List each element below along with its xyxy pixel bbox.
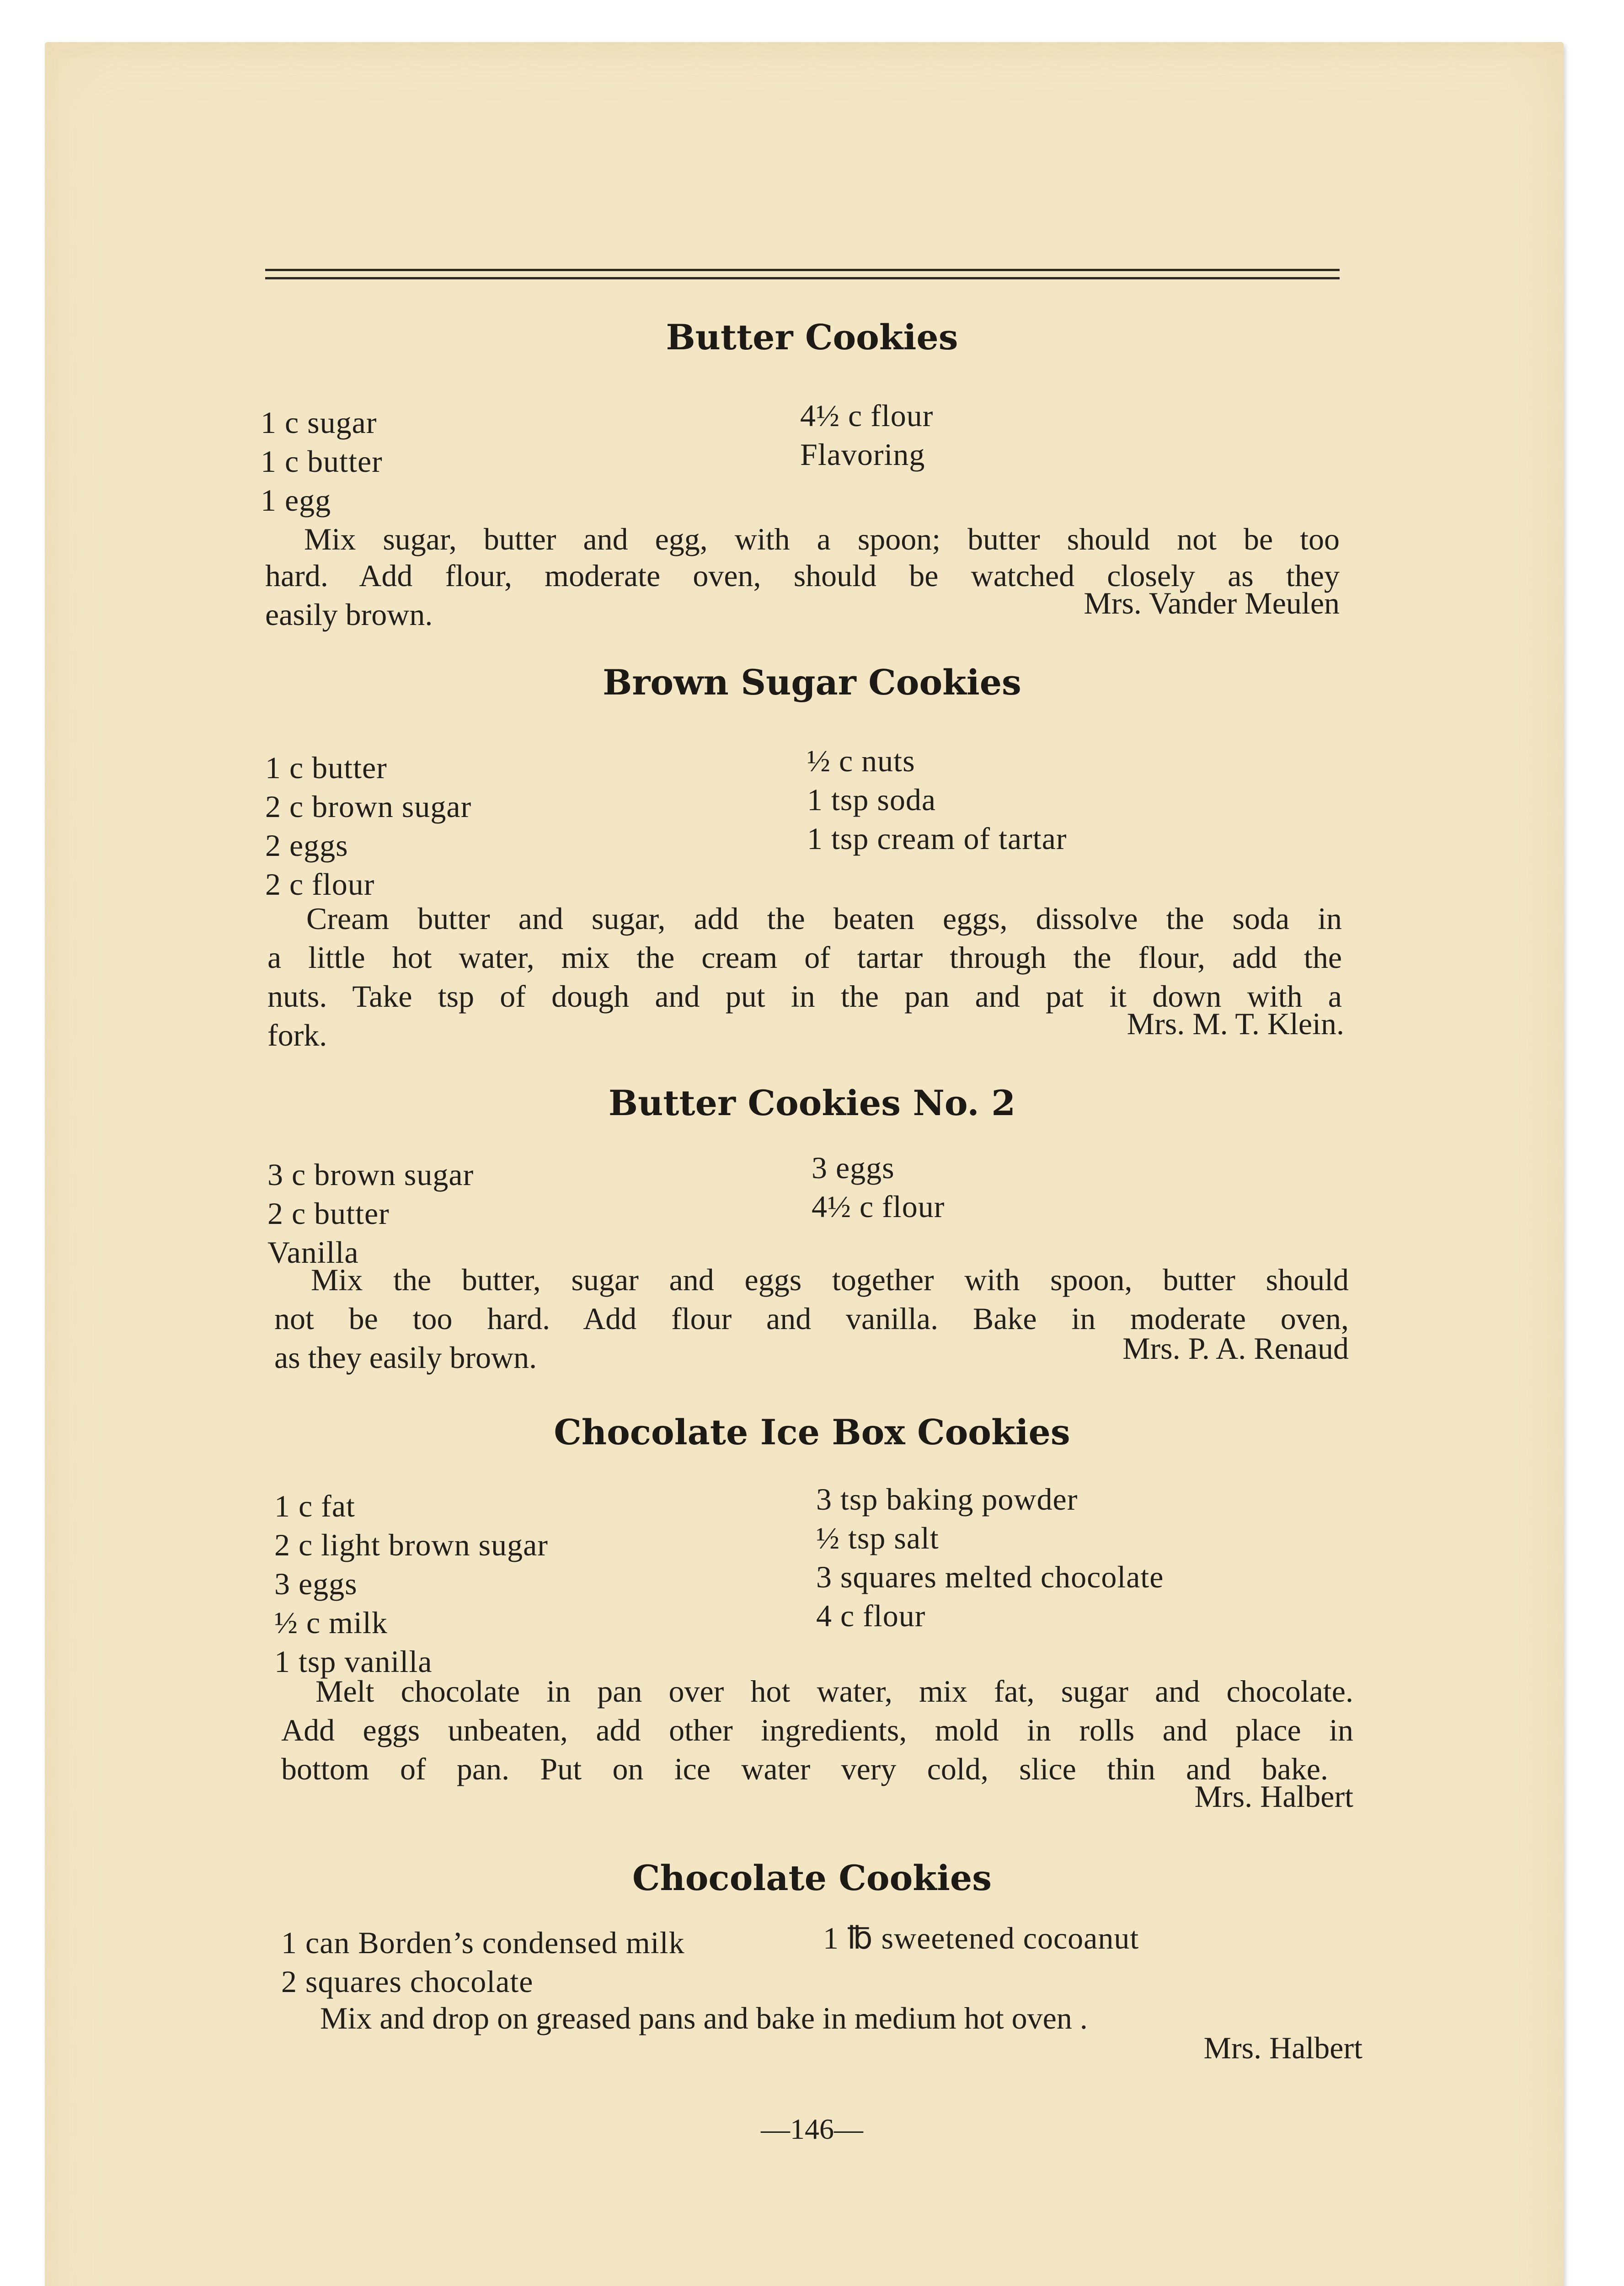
directions-line: easily brown.: [265, 597, 433, 632]
directions-line: nuts. Take tsp of dough and put in the pan and pat it down with a: [267, 979, 1342, 1014]
page-number: —146—: [761, 2113, 863, 2145]
directions-line: as they easily brown.: [274, 1340, 537, 1375]
recipe-title: Butter Cookies: [666, 317, 958, 358]
ingredient: 2 c butter: [267, 1196, 390, 1231]
ingredient: 1 c fat: [274, 1489, 355, 1523]
ingredient: 2 c flour: [265, 867, 375, 902]
directions-line: fork.: [267, 1018, 327, 1052]
ingredient: 2 c light brown sugar: [274, 1528, 548, 1562]
ingredient: 4½ c flour: [812, 1189, 945, 1224]
ingredient: ½ tsp salt: [816, 1521, 939, 1555]
directions-line: Melt chocolate in pan over hot water, mix fat, sugar and chocolate.: [315, 1674, 1353, 1709]
ingredient: 3 c brown sugar: [267, 1157, 474, 1192]
directions-line: Mix sugar, butter and egg, with a spoon; butter should not be too: [304, 522, 1340, 556]
directions-line: Cream butter and sugar, add the beaten eggs, dissolve the soda in: [306, 901, 1342, 936]
ingredient: 1 can Borden’s condensed milk: [281, 1925, 685, 1960]
ingredient: 4½ c flour: [800, 398, 934, 433]
ingredient: 1 tsp vanilla: [274, 1644, 433, 1679]
directions-line: Mix the butter, sugar and eggs together with spoon, butter should: [311, 1262, 1349, 1297]
ingredient: 1 c butter: [261, 444, 383, 479]
directions-line: Mix and drop on greased pans and bake in medium hot oven .: [320, 2001, 1088, 2035]
ingredient: 3 tsp baking powder: [816, 1482, 1078, 1517]
ingredient: 2 eggs: [265, 828, 348, 863]
recipe-attribution: Mrs. P. A. Renaud: [1122, 1331, 1349, 1366]
recipe-attribution: Mrs. Vander Meulen: [1084, 586, 1340, 620]
recipe-attribution: Mrs. M. T. Klein.: [1127, 1006, 1344, 1041]
ingredient: 1 tsp soda: [807, 782, 936, 817]
recipe-attribution: Mrs. Halbert: [1194, 1779, 1353, 1814]
ingredient: Vanilla: [267, 1235, 359, 1270]
ingredient: 2 c brown sugar: [265, 789, 472, 824]
ingredient: 1 c butter: [265, 750, 387, 785]
ingredient: ½ c nuts: [807, 743, 915, 778]
recipe-title: Brown Sugar Cookies: [603, 662, 1021, 703]
ingredient: 1 egg: [261, 483, 331, 518]
directions-line: not be too hard. Add flour and vanilla. Bake in moderate oven,: [274, 1301, 1349, 1336]
directions-line: bottom of pan. Put on ice water very cold, slice thin and bake.: [281, 1752, 1328, 1786]
recipe-attribution: Mrs. Halbert: [1203, 2030, 1362, 2065]
ingredient: Flavoring: [800, 437, 925, 472]
recipe-title: Chocolate Cookies: [632, 1858, 992, 1898]
directions-line: Add eggs unbeaten, add other ingredients, mold in rolls and place in: [281, 1713, 1353, 1747]
ingredient: 1 tsp cream of tartar: [807, 821, 1067, 856]
ingredient: 3 eggs: [812, 1150, 895, 1185]
top-double-rule-upper: [265, 269, 1340, 271]
ingredient: 2 squares chocolate: [281, 1964, 534, 1999]
recipe-title: Butter Cookies No. 2: [608, 1083, 1016, 1123]
ingredient: 3 eggs: [274, 1566, 358, 1601]
ingredient: 1 ℔ sweetened cocoanut: [823, 1921, 1139, 1955]
ingredient: 3 squares melted chocolate: [816, 1560, 1164, 1594]
directions-line: a little hot water, mix the cream of tartar through the flour, add the: [267, 940, 1342, 975]
recipe-title: Chocolate Ice Box Cookies: [554, 1412, 1070, 1453]
directions-line: hard. Add flour, moderate oven, should be watched closely as they: [265, 558, 1340, 593]
top-double-rule-lower: [265, 277, 1340, 279]
ingredient: 4 c flour: [816, 1598, 926, 1633]
ingredient: 1 c sugar: [261, 405, 377, 440]
ingredient: ½ c milk: [274, 1605, 388, 1640]
